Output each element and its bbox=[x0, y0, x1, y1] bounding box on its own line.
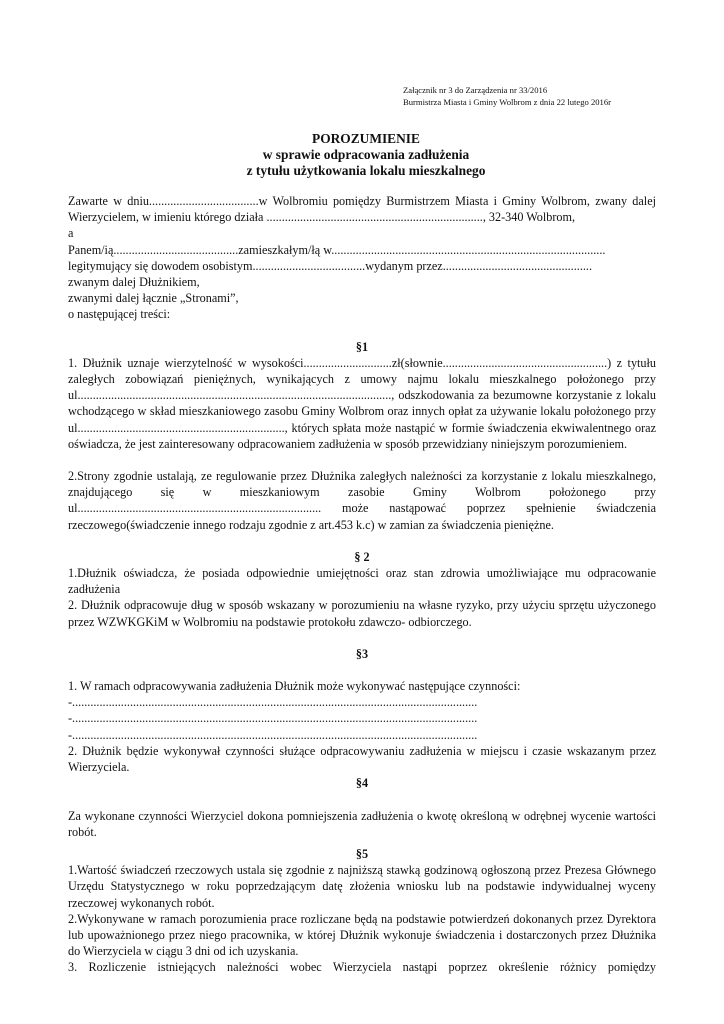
intro-debtor-name: zwanym dalej Dłużnikiem, bbox=[68, 275, 200, 290]
section-2-point-2: 2. Dłużnik odpracowuje dług w sposób wskazany w porozumieniu na własne ryzyko, przy użyciu sprzętu użyczonego przez WZWKGKiM w Wolbromiu na podstawie protokołu zdawczo- odbiorczego. bbox=[68, 598, 656, 629]
section-3-blank-line: -..................................................................................................................................... bbox=[68, 695, 478, 710]
intro-content-lead: o następującej treści: bbox=[68, 307, 171, 322]
annex-note-line-1: Załącznik nr 3 do Zarządzenia nr 33/2016 bbox=[403, 85, 548, 95]
annex-note-line-2: Burmistrza Miasta i Gminy Wolbrom z dnia 22 lutego 2016r bbox=[403, 96, 611, 107]
intro-parties-name: zwanymi dalej łącznie „Stronami”, bbox=[68, 291, 239, 306]
section-5-point-2: 2.Wykonywane w ramach porozumienia prace rozliczane będą na podstawie potwierdzeń dokonanych przez Dyrektora lub upoważnionego przez niego pracownika, w której Dłużnik wykonuje świadczenia i dostarczonych przez Dłużnika do Wierzyciela w ciągu 3 dni od ich uzyskania. bbox=[68, 911, 656, 959]
title-line-1: POROZUMIENIE bbox=[312, 131, 420, 146]
annex-note bbox=[403, 85, 611, 108]
section-1-heading: §1 bbox=[355, 339, 369, 354]
intro-debtor-line-1: Panem/ią.........................................zamieszkałym/łą w.......................................................................................... bbox=[68, 242, 606, 257]
section-4-heading: §4 bbox=[355, 776, 369, 791]
section-5-point-1: 1.Wartość świadczeń rzeczowych ustala się zgodnie z najniższą stawką godzinową ogłoszoną przez Prezesa Głównego Urzędu Statystycznego w roku poprzedzającym datę złożenia wniosku lub na podstawie indywidualnej wyceny rzeczowej wykonanych robót. bbox=[68, 863, 656, 910]
section-2-point-1: 1.Dłużnik oświadcza, że posiada odpowiednie umiejętności oraz stan zdrowia umożliwiające mu odpracowanie zadłużenia bbox=[68, 566, 656, 597]
section-1-point-2: 2.Strony zgodnie ustalają, ze regulowanie przez Dłużnika zaległych należności za korzystanie z lokalu mieszkalnego, znajdującego się w mieszkaniowym zasobie Gminy Wolbrom położonego przy ul................................................................................ może nastąpować poprzez spełnienie świadczenia rzeczowego(świadczenie innego rodzaju zgodnie z art.453 k.c) w zamian za świadczenia pieniężne. bbox=[68, 469, 656, 532]
intro-parties-paragraph: Zawarte w dniu....................................w Wolbromiu pomiędzy Burmistrzem Miasta i Gminy Wolbrom, zwany dalej Wierzycielem, w imieniu którego działa ......................................................................., 32-340 Wolbrom, bbox=[68, 194, 656, 225]
section-1-point-1: 1. Dłużnik uznaje wierzytelność w wysokości.............................zł(słownie......................................................) z tytułu zaległych zobowiązań pieniężnych, wynikających z umowy najmu lokalu mieszkalnego położonego przy ul......................................................................................................., odszkodowania za bezumowne korzystanie z lokalu wchodzącego w skład mieszkaniowego zasobu Gminy Wolbrom oraz innych opłat za używanie lokalu położonego przy ul...................................................................., których spłata może nastąpić w formie świadczenia ekwiwalentnego oraz oświadcza, że jest zainteresowany odpracowaniem zadłużenia w sposób przewidziany niniejszym porozumieniem. bbox=[68, 355, 656, 451]
section-2-heading: § 2 bbox=[354, 549, 370, 564]
section-3-blank-line: -..................................................................................................................................... bbox=[68, 711, 478, 726]
section-3-heading: §3 bbox=[355, 646, 369, 661]
section-5-heading: §5 bbox=[355, 846, 369, 861]
section-3-point-2: 2. Dłużnik będzie wykonywał czynności służące odpracowywaniu zadłużenia w miejscu i czasie wskazanym przez Wierzyciela. bbox=[68, 743, 656, 775]
document-body bbox=[68, 193, 656, 976]
section-3-point-1: 1. W ramach odpracowywania zadłużenia Dłużnik może wykonywać następujące czynności: bbox=[68, 679, 521, 694]
title-line-2: w sprawie odpracowania zadłużenia bbox=[262, 147, 470, 162]
section-3-blank-line: -..................................................................................................................................... bbox=[68, 727, 478, 742]
section-4-text: Za wykonane czynności Wierzyciel dokona pomniejszenia zadłużenia o kwotę określoną w odrębnej wycenie wartości robót. bbox=[68, 808, 656, 839]
intro-debtor-line-2: legitymujący się dowodem osobistym.....................................wydanym przez................................................. bbox=[68, 258, 593, 273]
section-5-point-3: 3. Rozliczenie istniejących należności wobec Wierzyciela nastąpi poprzez określenie różnicy pomiędzy bbox=[68, 960, 656, 975]
intro-a: a bbox=[68, 226, 74, 241]
title-line-3: z tytułu użytkowania lokalu mieszkalnego bbox=[246, 163, 486, 178]
document-title bbox=[0, 131, 724, 179]
